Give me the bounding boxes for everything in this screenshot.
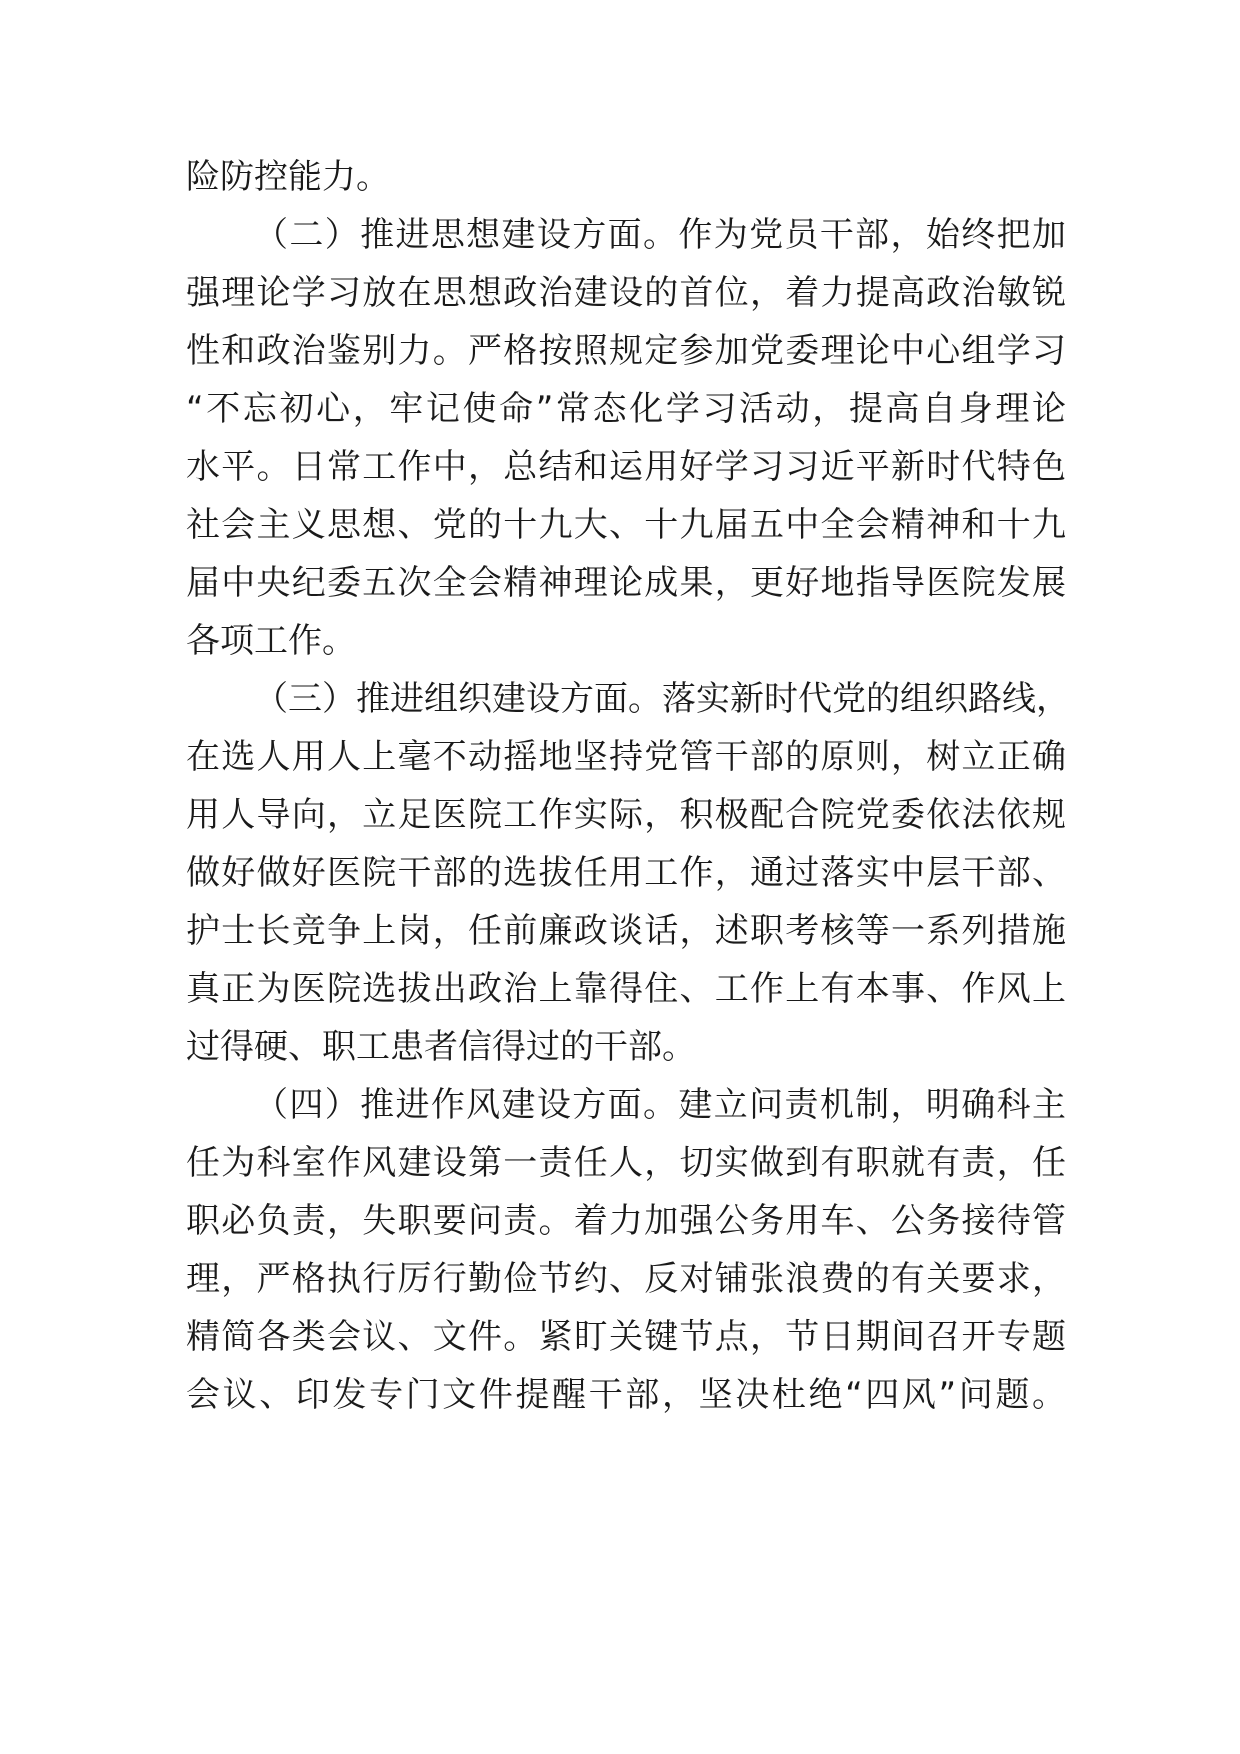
paragraph-3-line-7: 过得硬、职工患者信得过的干部。 — [186, 1027, 696, 1067]
paragraph-2-line-8: 各项工作。 — [186, 621, 356, 661]
paragraph-4-line-4: 理，严格执行厉行勤俭节约、反对铺张浪费的有关要求， — [186, 1259, 1066, 1299]
paragraph-2-line-1: （二）推进思想建设方面。作为党员干部，始终把加 — [254, 215, 1066, 255]
paragraph-2-line-5: 水平。日常工作中，总结和运用好学习习近平新时代特色 — [186, 447, 1066, 487]
paragraph-4-line-5: 精简各类会议、文件。紧盯关键节点，节日期间召开专题 — [186, 1317, 1066, 1357]
paragraph-3-line-1: （三）推进组织建设方面。落实新时代党的组织路线， — [254, 679, 1070, 719]
paragraph-4-line-3: 职必负责，失职要问责。着力加强公务用车、公务接待管 — [186, 1201, 1066, 1241]
paragraph-2-line-2: 强理论学习放在思想政治建设的首位，着力提高政治敏锐 — [186, 273, 1066, 313]
paragraph-2-line-4: “不忘初心，牢记使命”常态化学习活动，提高自身理论 — [186, 389, 1066, 429]
paragraph-2-line-7: 届中央纪委五次全会精神理论成果，更好地指导医院发展 — [186, 563, 1066, 603]
paragraph-2-line-3: 性和政治鉴别力。严格按照规定参加党委理论中心组学习 — [186, 331, 1066, 371]
paragraph-1-line-1: 险防控能力。 — [186, 157, 390, 197]
paragraph-3-line-6: 真正为医院选拔出政治上靠得住、工作上有本事、作风上 — [186, 969, 1066, 1009]
paragraph-4-line-6: 会议、印发专门文件提醒干部，坚决杜绝“四风”问题。 — [186, 1375, 1066, 1415]
paragraph-3-line-3: 用人导向，立足医院工作实际，积极配合院党委依法依规 — [186, 795, 1066, 835]
paragraph-3-line-2: 在选人用人上毫不动摇地坚持党管干部的原则，树立正确 — [186, 737, 1066, 777]
paragraph-4-line-1: （四）推进作风建设方面。建立问责机制，明确科主 — [254, 1085, 1066, 1125]
paragraph-4-line-2: 任为科室作风建设第一责任人，切实做到有职就有责，任 — [186, 1143, 1066, 1183]
paragraph-3-line-4: 做好做好医院干部的选拔任用工作，通过落实中层干部、 — [186, 853, 1066, 893]
paragraph-2-line-6: 社会主义思想、党的十九大、十九届五中全会精神和十九 — [186, 505, 1066, 545]
paragraph-3-line-5: 护士长竞争上岗，任前廉政谈话，述职考核等一系列措施 — [186, 911, 1066, 951]
